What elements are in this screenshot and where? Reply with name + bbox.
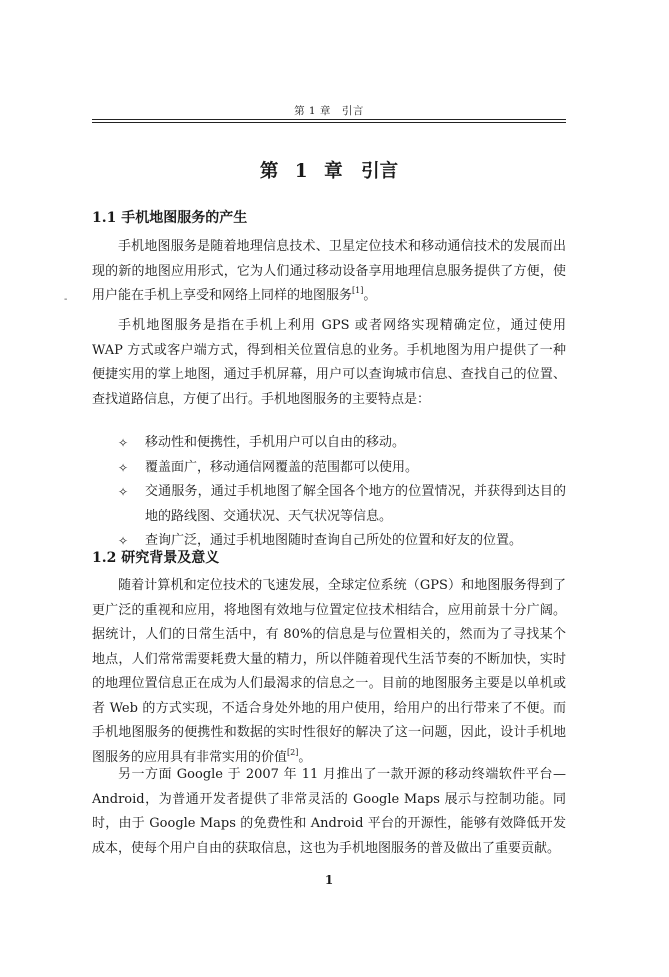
- header-rule: [92, 119, 566, 123]
- list-item-text: 查询广泛，通过手机地图随时查询自己所处的位置和好友的位置。: [145, 533, 523, 548]
- list-item: [92, 480, 566, 529]
- citation-ref: [1]: [352, 286, 364, 295]
- list-item-text: 移动性和便携性，手机用户可以自由的移动。: [145, 435, 406, 450]
- chapter-title: 第 1 章 引言: [259, 161, 399, 182]
- section-heading-1-1: 1.1 手机地图服务的产生: [92, 210, 248, 226]
- paragraph-1-1-a: [92, 235, 566, 309]
- diamond-bullet-icon: ✧: [118, 460, 129, 475]
- paragraph-end: 。: [298, 749, 312, 765]
- citation-ref: [2]: [287, 747, 299, 757]
- page-number: 1: [324, 873, 334, 887]
- paragraph-1-1-b: 手机地图服务是指在手机上利用 GPS 或者网络实现精确定位，通过使用 WAP 方式或客户端方式，得到相关位置信息的业务。手机地图为用户提供了一种便捷实用的掌上地图，通过手机屏幕，用户可以查询城市信息、查找自己的位置、查找道路信息，方便了出行。手机地图服务的主要特点是：: [92, 318, 566, 407]
- list-item-text: 交通服务，通过手机地图了解全国各个地方的位置情况，并获得到达目的地的路线图、交通状况、天气状况等信息。: [145, 484, 566, 524]
- list-item: [92, 456, 566, 481]
- diamond-bullet-icon: ✧: [118, 436, 129, 450]
- running-head: 第 1 章 引言: [294, 105, 364, 117]
- paragraph-1-2-a: [92, 574, 566, 770]
- paragraph-end: 。: [363, 288, 377, 303]
- list-item: [92, 431, 566, 456]
- list-item-text: 覆盖面广，移动通信网覆盖的范围都可以使用。: [145, 459, 419, 475]
- diamond-bullet-icon: ✧: [118, 485, 129, 499]
- section-heading-1-2: 1.2 研究背景及意义: [92, 550, 220, 566]
- paragraph-text: 手机地图服务是随着地理信息技术、卫星定位技术和移动通信技术的发展而出现的新的地图应用形式，它为人们通过移动设备享用地理信息服务提供了方便，使用户能在手机上享受和网络上同样的地图服务: [92, 239, 566, 303]
- paragraph-text: 随着计算机和定位技术的飞速发展，全球定位系统（GPS）和地图服务得到了更广泛的重视和应用，将地图有效地与位置定位技术相结合，应用前景十分广阔。据统计，人们的日常生活中，有 80%的信息是与位置相关的，然而为了寻找某个地点，人们常常需要耗费大量的精力，所以伴随着现代生活节奏的不断加快，实时的地理位置信息正在成为人们最渴求的信息之一。目前的地图服务主要是以单机或者 Web 的方式实现，不适合身处外地的用户使用，给用户的出行带来了不便。而手机地图服务的便携性和数据的实时性很好的解决了这一问题，因此，设计手机地图服务的应用具有非常实用的价值: [92, 578, 566, 765]
- feature-list: [92, 431, 566, 554]
- paragraph-1-2-b: 另一方面 Google 于 2007 年 11 月推出了一款开源的移动终端软件平台—Android，为普通开发者提供了非常灵活的 Google Maps 展示与控制功能。同时，由于 Google Maps 的免费性和 Android 平台的开源性，能够有效降低开发成本，使每个用户自由的获取信息，这也为手机地图服务的普及做出了重要贡献。: [92, 767, 566, 856]
- margin-mark: -: [64, 294, 68, 305]
- diamond-bullet-icon: ✧: [118, 534, 129, 548]
